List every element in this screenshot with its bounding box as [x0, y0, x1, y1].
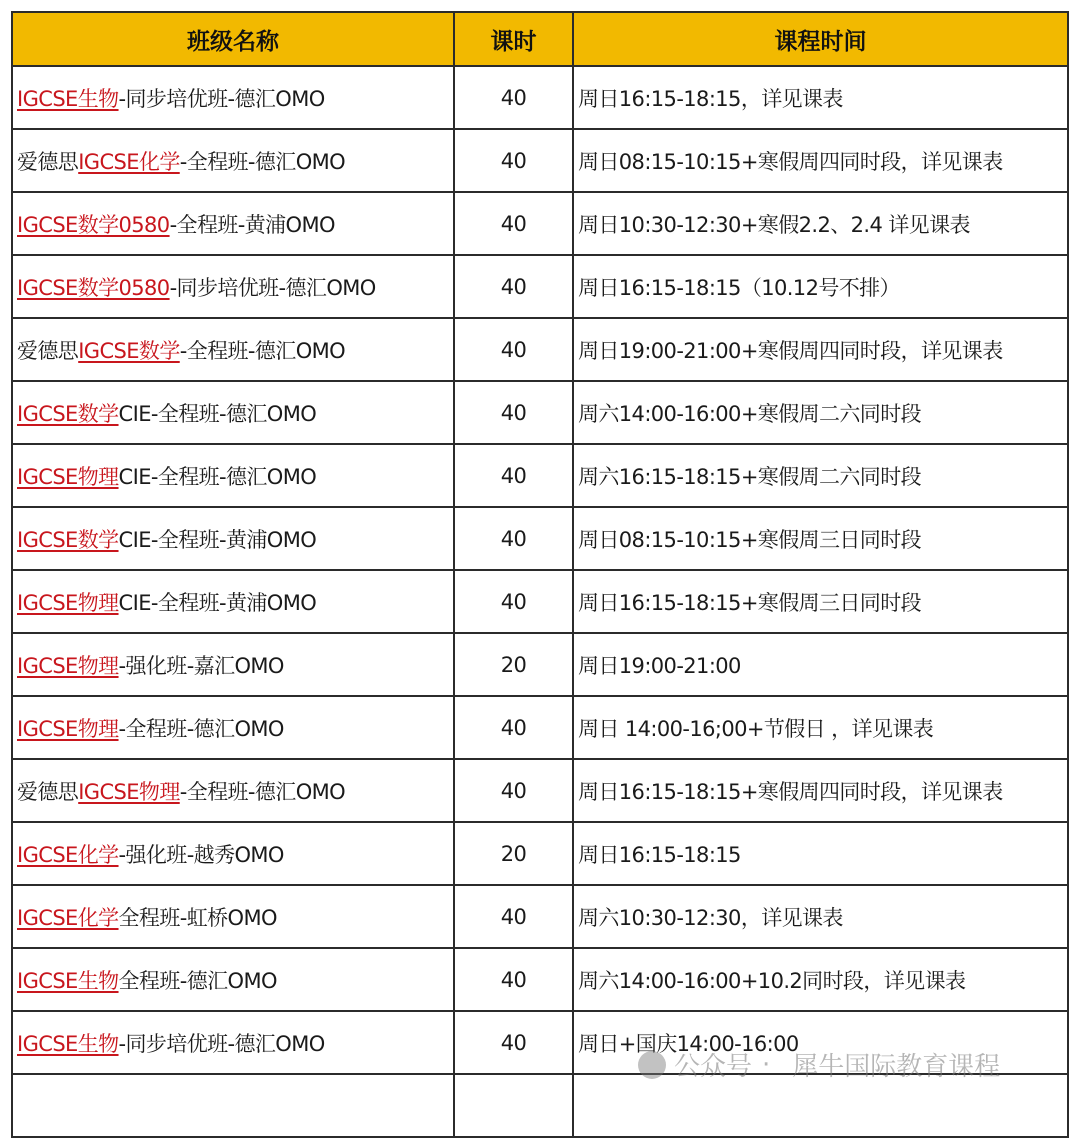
class-name-suffix: CIE-全程班-德汇OMO: [118, 464, 317, 489]
watermark-account: 犀牛国际教育课程: [792, 1052, 1001, 1082]
hours-cell: 40: [454, 570, 573, 633]
table-row: [12, 822, 1068, 885]
table-row: [12, 1011, 1068, 1074]
table-row: [12, 66, 1068, 129]
class-name-suffix: -同步培优班-德汇OMO: [118, 86, 325, 111]
class-name-prefix: 爱德思: [17, 338, 79, 363]
table-row: [12, 255, 1068, 318]
class-name-link[interactable]: IGCSE数学: [17, 401, 119, 426]
hours-cell: 40: [454, 129, 573, 192]
class-name-link[interactable]: IGCSE生物: [17, 1031, 119, 1056]
table-row-partial: [12, 1074, 1068, 1137]
class-name-link[interactable]: IGCSE物理: [78, 779, 180, 804]
table-row: [12, 507, 1068, 570]
course-time-cell: 周日 14:00-16;00+节假日 ，详见课表: [573, 696, 1068, 759]
class-name-suffix: -强化班-越秀OMO: [118, 842, 284, 867]
class-name-cell: [12, 318, 454, 381]
course-time-cell: 周日19:00-21:00: [573, 633, 1068, 696]
course-time-cell: 周日08:15-10:15+寒假周四同时段，详见课表: [573, 129, 1068, 192]
class-name-link[interactable]: IGCSE物理: [17, 716, 119, 741]
hours-cell: 40: [454, 696, 573, 759]
class-name-link[interactable]: IGCSE化学: [17, 905, 119, 930]
course-time-cell: 周六14:00-16:00+寒假周二六同时段: [573, 381, 1068, 444]
class-name-cell: [12, 507, 454, 570]
class-name-cell: [12, 633, 454, 696]
hours-cell: 40: [454, 948, 573, 1011]
class-name-suffix: -强化班-嘉汇OMO: [118, 653, 284, 678]
class-name-cell-empty: [12, 1074, 454, 1137]
course-time-cell-empty: [573, 1074, 1068, 1137]
table-row: [12, 759, 1068, 822]
class-name-suffix: 全程班-德汇OMO: [118, 968, 277, 993]
hours-cell: 40: [454, 66, 573, 129]
table-row: [12, 318, 1068, 381]
hours-cell: 40: [454, 1011, 573, 1074]
class-name-cell: [12, 129, 454, 192]
table-row: [12, 192, 1068, 255]
table-row: [12, 444, 1068, 507]
class-name-link[interactable]: IGCSE数学: [78, 338, 180, 363]
class-name-cell: [12, 822, 454, 885]
class-name-suffix: -全程班-德汇OMO: [118, 716, 284, 741]
table-row: [12, 633, 1068, 696]
table-row: [12, 696, 1068, 759]
class-name-link[interactable]: IGCSE数学: [17, 527, 119, 552]
class-name-link[interactable]: IGCSE化学: [78, 149, 180, 174]
hours-cell: 40: [454, 885, 573, 948]
class-name-link[interactable]: IGCSE数学0580: [17, 275, 170, 300]
table-row: [12, 885, 1068, 948]
course-time-cell: 周六16:15-18:15+寒假周二六同时段: [573, 444, 1068, 507]
class-name-suffix: CIE-全程班-德汇OMO: [118, 401, 317, 426]
table-row: [12, 570, 1068, 633]
course-time-cell: 周日16:15-18:15: [573, 822, 1068, 885]
hours-cell-empty: [454, 1074, 573, 1137]
class-name-link[interactable]: IGCSE物理: [17, 653, 119, 678]
class-name-suffix: -全程班-德汇OMO: [179, 149, 346, 174]
class-name-link[interactable]: IGCSE生物: [17, 968, 119, 993]
course-time-cell: 周日16:15-18:15+寒假周三日同时段: [573, 570, 1068, 633]
class-name-cell: [12, 570, 454, 633]
course-time-cell: 周日16:15-18:15，详见课表: [573, 66, 1068, 129]
table-row: [12, 129, 1068, 192]
hours-cell: 20: [454, 633, 573, 696]
header-hours: 课时: [454, 12, 573, 66]
class-name-cell: [12, 444, 454, 507]
table-header-row: [12, 12, 1068, 66]
course-time-cell: 周日10:30-12:30+寒假2.2、2.4 详见课表: [573, 192, 1068, 255]
hours-cell: 20: [454, 822, 573, 885]
class-name-cell: [12, 381, 454, 444]
class-name-suffix: -全程班-德汇OMO: [179, 779, 346, 804]
class-name-link[interactable]: IGCSE数学0580: [17, 212, 170, 237]
class-name-cell: [12, 759, 454, 822]
course-time-cell: 周日08:15-10:15+寒假周三日同时段: [573, 507, 1068, 570]
watermark-separator: ·: [762, 1049, 771, 1080]
class-name-suffix: CIE-全程班-黄浦OMO: [118, 527, 317, 552]
hours-cell: 40: [454, 255, 573, 318]
class-name-cell: [12, 255, 454, 318]
class-schedule-table: [11, 11, 1069, 1138]
hours-cell: 40: [454, 318, 573, 381]
class-name-link[interactable]: IGCSE物理: [17, 464, 119, 489]
class-name-link[interactable]: IGCSE化学: [17, 842, 119, 867]
class-name-cell: [12, 885, 454, 948]
course-time-cell: 周日+国庆14:00-16:00: [573, 1011, 1068, 1074]
course-time-cell: 周六14:00-16:00+10.2同时段，详见课表: [573, 948, 1068, 1011]
course-time-cell: 周日19:00-21:00+寒假周四同时段，详见课表: [573, 318, 1068, 381]
hours-cell: 40: [454, 444, 573, 507]
class-name-suffix: 全程班-虹桥OMO: [118, 905, 277, 930]
class-name-cell: [12, 696, 454, 759]
course-time-cell: 周日16:15-18:15（10.12号不排）: [573, 255, 1068, 318]
course-time-cell: 周六10:30-12:30，详见课表: [573, 885, 1068, 948]
class-name-link[interactable]: IGCSE物理: [17, 590, 119, 615]
header-class-name: 班级名称: [12, 12, 454, 66]
class-name-cell: [12, 948, 454, 1011]
hours-cell: 40: [454, 381, 573, 444]
class-name-suffix: -全程班-黄浦OMO: [169, 212, 335, 237]
class-name-cell: [12, 1011, 454, 1074]
hours-cell: 40: [454, 759, 573, 822]
hours-cell: 40: [454, 507, 573, 570]
header-course-time: 课程时间: [573, 12, 1068, 66]
table-row: [12, 948, 1068, 1011]
course-time-cell: 周日16:15-18:15+寒假周四同时段，详见课表: [573, 759, 1068, 822]
class-name-suffix: CIE-全程班-黄浦OMO: [118, 590, 317, 615]
class-name-suffix: -同步培优班-德汇OMO: [169, 275, 376, 300]
class-name-cell: [12, 192, 454, 255]
class-name-cell: [12, 66, 454, 129]
class-name-prefix: 爱德思: [17, 149, 79, 174]
class-name-link[interactable]: IGCSE生物: [17, 86, 119, 111]
hours-cell: 40: [454, 192, 573, 255]
class-name-suffix: -同步培优班-德汇OMO: [118, 1031, 325, 1056]
class-name-prefix: 爱德思: [17, 779, 79, 804]
class-name-suffix: -全程班-德汇OMO: [179, 338, 346, 363]
table-row: [12, 381, 1068, 444]
watermark-label: 公众号: [674, 1052, 753, 1082]
